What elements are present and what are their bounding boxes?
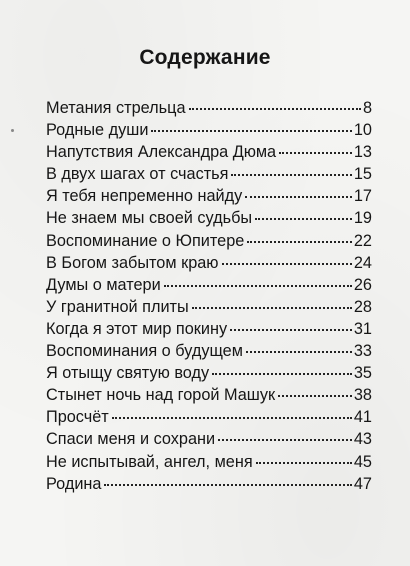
toc-entry (46, 318, 372, 340)
dot-leader (246, 351, 352, 353)
toc-entry (46, 119, 372, 141)
toc-entry (46, 252, 372, 274)
dot-leader (279, 152, 352, 154)
dot-leader (222, 263, 352, 265)
toc-entry-title: Не знаем мы своей судьбы (46, 209, 253, 228)
toc-entry (46, 428, 372, 450)
dot-leader (104, 484, 351, 486)
toc-entry-title: Я отыщу святую воду (46, 364, 210, 383)
dot-leader (256, 462, 352, 464)
dot-leader (164, 285, 352, 287)
toc-entry-page: 19 (353, 209, 372, 228)
toc-entry-title: Не испытывай, ангел, меня (46, 452, 253, 471)
toc-entry (46, 274, 372, 296)
toc-entry (46, 406, 372, 428)
dot-leader (255, 218, 352, 220)
toc-entry-title: У гранитной плиты (46, 297, 189, 316)
dot-leader (151, 130, 351, 132)
toc-entry (46, 340, 372, 362)
toc-entry-page: 13 (353, 143, 372, 162)
toc-entry (46, 207, 372, 229)
toc-entry (46, 97, 372, 119)
toc-entry-title: Думы о матери (46, 275, 161, 294)
page-title: Содержание (139, 46, 271, 69)
toc-entry-page: 8 (362, 99, 372, 117)
print-speck (11, 129, 14, 132)
dot-leader (192, 307, 352, 309)
dot-leader (278, 395, 352, 397)
toc-entry-page: 47 (353, 474, 372, 493)
toc-entry-page: 33 (353, 342, 372, 361)
toc-entry-title: Когда я этот мир покину (46, 319, 228, 338)
toc-entry (46, 141, 372, 163)
toc-entry-page: 43 (353, 430, 372, 449)
toc-entry-page: 28 (353, 297, 372, 316)
toc-entry (46, 185, 372, 207)
toc-entry (46, 296, 372, 318)
dot-leader (231, 174, 351, 176)
toc-entry-page: 15 (353, 165, 372, 184)
toc-entry-title: Метания стрельца (46, 99, 186, 117)
toc-entry-title: Я тебя непременно найду (46, 187, 243, 206)
toc-entry-title: Воспоминание о Юпитере (46, 231, 245, 250)
dot-leader (247, 241, 352, 243)
toc-entry-page: 38 (353, 386, 372, 405)
dot-leader (212, 373, 352, 375)
toc-entry-page: 10 (353, 121, 372, 140)
dot-leader (189, 108, 361, 110)
toc-entry-page: 41 (353, 408, 372, 427)
toc-entry (46, 163, 372, 185)
toc-entry-page: 35 (353, 364, 372, 383)
toc-entry (46, 473, 372, 495)
toc-entry-page: 26 (353, 275, 372, 294)
toc-entry-title: Спаси меня и сохрани (46, 430, 216, 449)
dot-leader (218, 439, 352, 441)
toc-entry-title: В двух шагах от счастья (46, 165, 229, 184)
toc-entry-page: 45 (353, 452, 372, 471)
dot-leader (245, 196, 352, 198)
toc-entry (46, 230, 372, 252)
toc-entry-title: Просчёт (46, 408, 109, 427)
toc-entry-page: 22 (353, 231, 372, 250)
toc-entry (46, 362, 372, 384)
toc-entry-title: Стынет ночь над горой Машук (46, 386, 276, 405)
toc-entry-title: В Богом забытом краю (46, 253, 219, 272)
dot-leader (230, 329, 352, 331)
toc-entry-title: Родина (46, 474, 102, 493)
table-of-contents (46, 97, 372, 495)
toc-entry-title: Воспоминания о будущем (46, 342, 243, 361)
toc-entry-page: 17 (353, 187, 372, 206)
dot-leader (112, 417, 352, 419)
toc-entry (46, 384, 372, 406)
toc-entry-page: 31 (353, 319, 372, 338)
toc-entry-page: 24 (353, 253, 372, 272)
toc-entry-title: Напутствия Александра Дюма (46, 143, 277, 162)
toc-entry-title: Родные души (46, 121, 149, 140)
toc-entry (46, 451, 372, 473)
